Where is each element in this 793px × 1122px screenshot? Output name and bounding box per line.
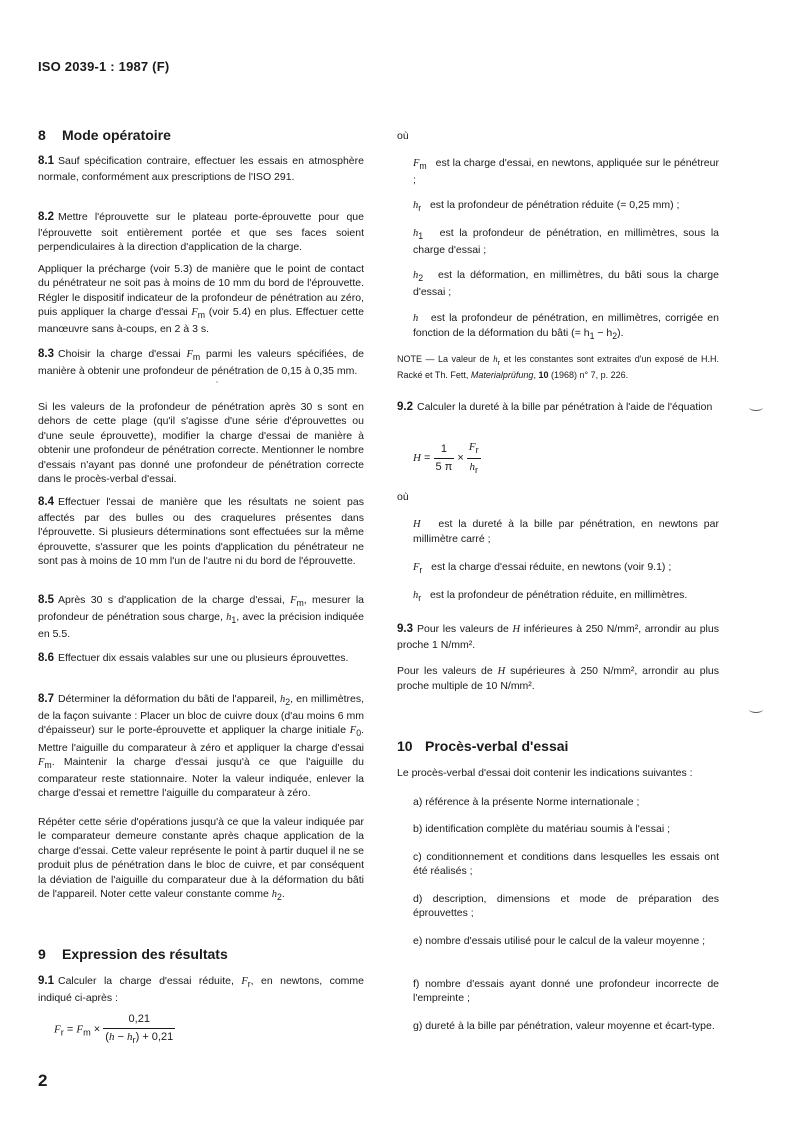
definition-h2: $h_2$ est la déformation, en millimètres, du bâti sous la charge d'essai ; — [413, 269, 719, 299]
margin-mark-upper — [749, 404, 763, 411]
report-item-g: g) dureté à la bille par pénétration, valeur moyenne et écart-type. — [413, 1020, 715, 1032]
report-item-c: c) conditionnement et conditions dans lesquelles les essais ont été réalisés ; — [413, 851, 719, 878]
paragraph-9-1: 9.1 Calculer la charge d'essai réduite, $F_r$, en newtons, comme indiqué ci-après : — [38, 975, 365, 1005]
report-item-d: d) description, dimensions et mode de préparation des éprouvettes ; — [413, 893, 719, 920]
paragraph-9-3: 9.3 Pour les valeurs de H inférieures à 250 N/mm², arrondir au plus proche 1 N/mm². — [397, 623, 719, 651]
definition-Fr: $F_r$ est la charge d'essai réduite, en newtons (voir 9.1) ; — [413, 561, 672, 576]
report-item-a: a) référence à la présente Norme internationale ; — [413, 796, 640, 808]
paragraph-8-2-b: Appliquer la précharge (voir 5.3) de manière que le point de contact du pénétrateur ne soit pas à moins de 10 mm du bord de l'éprouvette. Régler le dispositif indicateur de la profondeur de pénétration au zéro, puis appliquer la charge d'essai $F_m$ (voir 5.4) en plus. Effectuer cette manœuvre sans à-coups, en 2 à 3 s. — [38, 263, 364, 336]
paragraph-8-7-b: Répéter cette série d'opérations jusqu'à ce que la valeur indiquée par le comparateur demeure constante après chaque application de la charge d'essai. Cette valeur représente le point à partir duquel il ne se produit plus de pénétration dans le bloc de cuivre, et par conséquent la déviation de l'aiguille du comparateur due à la déformation du bâti de l'appareil. Noter cette valeur constante comme $h_2$. — [38, 816, 364, 902]
where-label-2: où — [397, 491, 409, 503]
section-8-title: 8 Mode opératoire — [38, 127, 171, 143]
paragraph-8-4: 8.4 Effectuer l'essai de manière que les résultats ne soient pas affectés par des bulles ou des craquelures présentes dans l'éprouvette. Si plusieurs déterminations sont effectuées sur la même éprouvette, s'assurer que les points d'application du pénétrateur ne sont pas à moins de 10 mm l'un de l'autre ni du bord de l'éprouvette. — [38, 496, 364, 567]
margin-mark-lower — [749, 706, 763, 713]
paragraph-9-3-b: Pour les valeurs de H supérieures à 250 N/mm², arrondir au plus proche multiple de 10 N/mm². — [397, 665, 719, 693]
paragraph-8-2: 8.2 Mettre l'éprouvette sur le plateau porte-éprouvette pour que l'éprouvette soit entièrement portée et que ses faces soient perpendiculaires à la direction d'application de la charge. — [38, 211, 364, 254]
report-intro: Le procès-verbal d'essai doit contenir les indications suivantes : — [397, 767, 693, 779]
note: NOTE — La valeur de $h_r$ et les constantes sont extraites d'un exposé de H.H. Racké et Th. Fett, Materialprüfung, 10 (1968) n° 7, p. 226. — [397, 354, 719, 380]
document-header: ISO 2039-1 : 1987 (F) — [38, 59, 170, 74]
formula-hardness: H = $\frac{1}{5 \pi}$ × $\frac{F_r}{h_r}$ — [413, 441, 479, 475]
section-9-title: 9 Expression des résultats — [38, 946, 228, 962]
formula-reduced-load: $F_r = F_m$ × $\frac{0,21}{(h - h_r) + 0,21}$ — [54, 1013, 174, 1046]
definition-hr-2: $h_r$ est la profondeur de pénétration réduite, en millimètres. — [413, 589, 688, 604]
where-label: où — [397, 130, 409, 142]
paragraph-8-3: 8.3 Choisir la charge d'essai $F_m$ parmi les valeurs spécifiées, de manière à obtenir une profondeur de pénétration de 0,15 à 0,35 mm. — [38, 348, 365, 378]
paragraph-8-7: 8.7 Déterminer la déformation du bâti de l'appareil, $h_2$, en millimètres, de la façon suivante : Placer un bloc de cuivre doux (d'au moins 6 mm d'épaisseur) sur le porte-éprouvette et appliquer la charge initiale $F_0$. Mettre l'aiguille du comparateur à zéro et appliquer la charge d'essai $F_m$. Maintenir la charge d'essai jusqu'à ce que l'aiguille du comparateur reste stationnaire. Noter la valeur indiquée, enlever la charge d'essai et remettre l'aiguille du comparateur à zéro. — [38, 693, 365, 800]
paragraph-9-2: 9.2 Calculer la dureté à la bille par pénétration à l'aide de l'équation — [397, 401, 713, 413]
section-10-title: 10 Procès-verbal d'essai — [397, 738, 569, 754]
definition-h1: $h_1$ est la profondeur de pénétration, en millimètres, sous la charge d'essai ; — [413, 227, 719, 257]
paragraph-8-6: 8.6 Effectuer dix essais valables sur une ou plusieurs éprouvettes. — [38, 652, 349, 664]
scan-speck — [216, 381, 218, 383]
paragraph-8-5: 8.5 Après 30 s d'application de la charge d'essai, $F_m$, mesurer la profondeur de pénétration sous charge, $h_1$, avec la précision indiquée en 5.5. — [38, 594, 365, 641]
paragraph-8-1: 8.1 Sauf spécification contraire, effectuer les essais en atmosphère normale, conformément aux prescriptions de l'ISO 291. — [38, 155, 364, 183]
definition-hr: $h_r$ est la profondeur de pénétration réduite (= 0,25 mm) ; — [413, 199, 680, 214]
definition-fm: $F_m$ est la charge d'essai, en newtons, appliquée sur le pénétreur ; — [413, 157, 719, 187]
definition-h: h est la profondeur de pénétration, en millimètres, corrigée en fonction de la déformation du bâti (= $h_1 - h_2$). — [413, 312, 719, 342]
report-item-e: e) nombre d'essais utilisé pour le calcul de la valeur moyenne ; — [413, 935, 706, 947]
definition-H: H est la dureté à la bille par pénétration, en newtons par millimètre carré ; — [413, 518, 719, 546]
page-number: 2 — [38, 1071, 48, 1090]
paragraph-8-3-b: Si les valeurs de la profondeur de pénétration après 30 s sont en dehors de cette plage (qu'il s'agisse d'une série d'éprouvettes ou d'une seule éprouvette), modifier la charge d'essai de manière à obtenir une profondeur de pénétration correcte. Mentionner le nombre d'essais n'ayant pas donné une profondeur de pénétration correcte dans le procès-verbal d'essai. — [38, 401, 364, 485]
report-item-b: b) identification complète du matériau soumis à l'essai ; — [413, 823, 671, 835]
report-item-f: f) nombre d'essais ayant donné une profondeur incorrecte de l'empreinte ; — [413, 978, 719, 1005]
